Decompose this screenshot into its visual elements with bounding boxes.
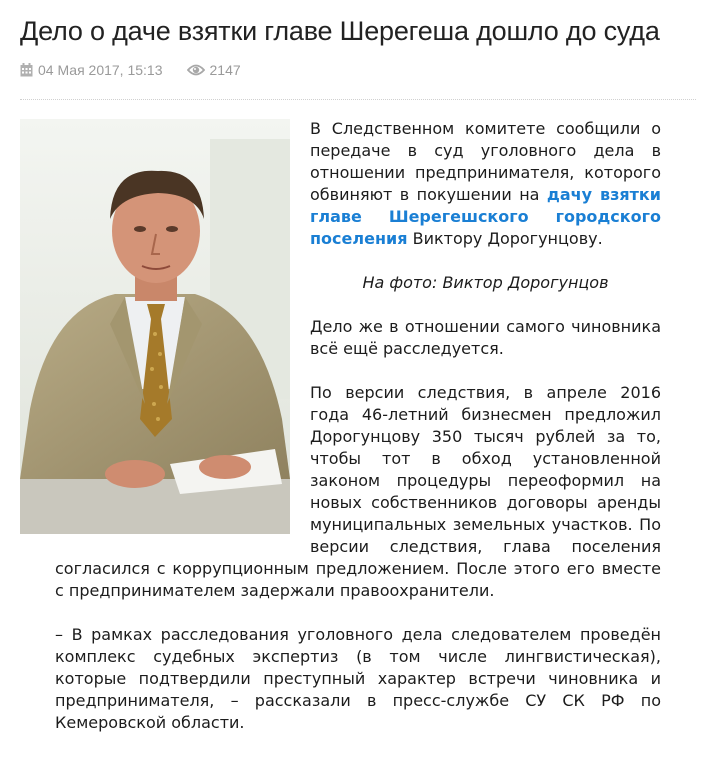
calendar-icon [20,63,33,77]
photo-wrap-spacer [55,118,307,544]
paragraph-4: – В рамках расследования уголовного дела следователем проведён комплекс судебных экспертиз (в том числе лингвистическая), которые подтвердили преступный характер встречи чиновника и предпринимателя, – рассказали в пресс-службе СУ СК РФ по Кемеровской области. [55,625,661,732]
article-meta [20,60,241,80]
article-date: 04 Мая 2017, 15:13 [38,62,163,78]
paragraph-2: Дело же в отношении самого чиновника всё ещё расследуется. [310,317,661,358]
views-count: 2147 [209,62,241,78]
paragraph-3: По версии следствия, в апреле 2016 года 46-летний бизнесмен предложил Дорогунцову 350 тысяч рублей за то, чтобы тот в обход установленной законом процедуры переоформил на новых собственников договоры аренды муниципальных земельных участков. По версии следствия, глава поселения согласился с коррупционным предложением. После этого его вместе с предпринимателем задержали правоохранители. [55,383,661,600]
meta-divider [20,99,696,100]
bribe-article-link[interactable]: дачу взятки главе Шерегешского городского поселения [310,185,661,248]
paragraph-1-lead: В Следственном комитете сообщили о передаче в суд уголовного дела в отношении предпринимателя, которого обвиняют в покушении на [310,119,661,204]
photo-caption: На фото: Виктор Дорогунцов [362,273,609,292]
article-title: Дело о даче взятки главе Шерегеша дошло до суда [20,16,660,46]
paragraph-1-tail: Виктору Дорогунцову. [407,229,603,248]
article-body [55,118,661,756]
eye-icon [187,64,205,76]
views-counter [187,62,241,78]
